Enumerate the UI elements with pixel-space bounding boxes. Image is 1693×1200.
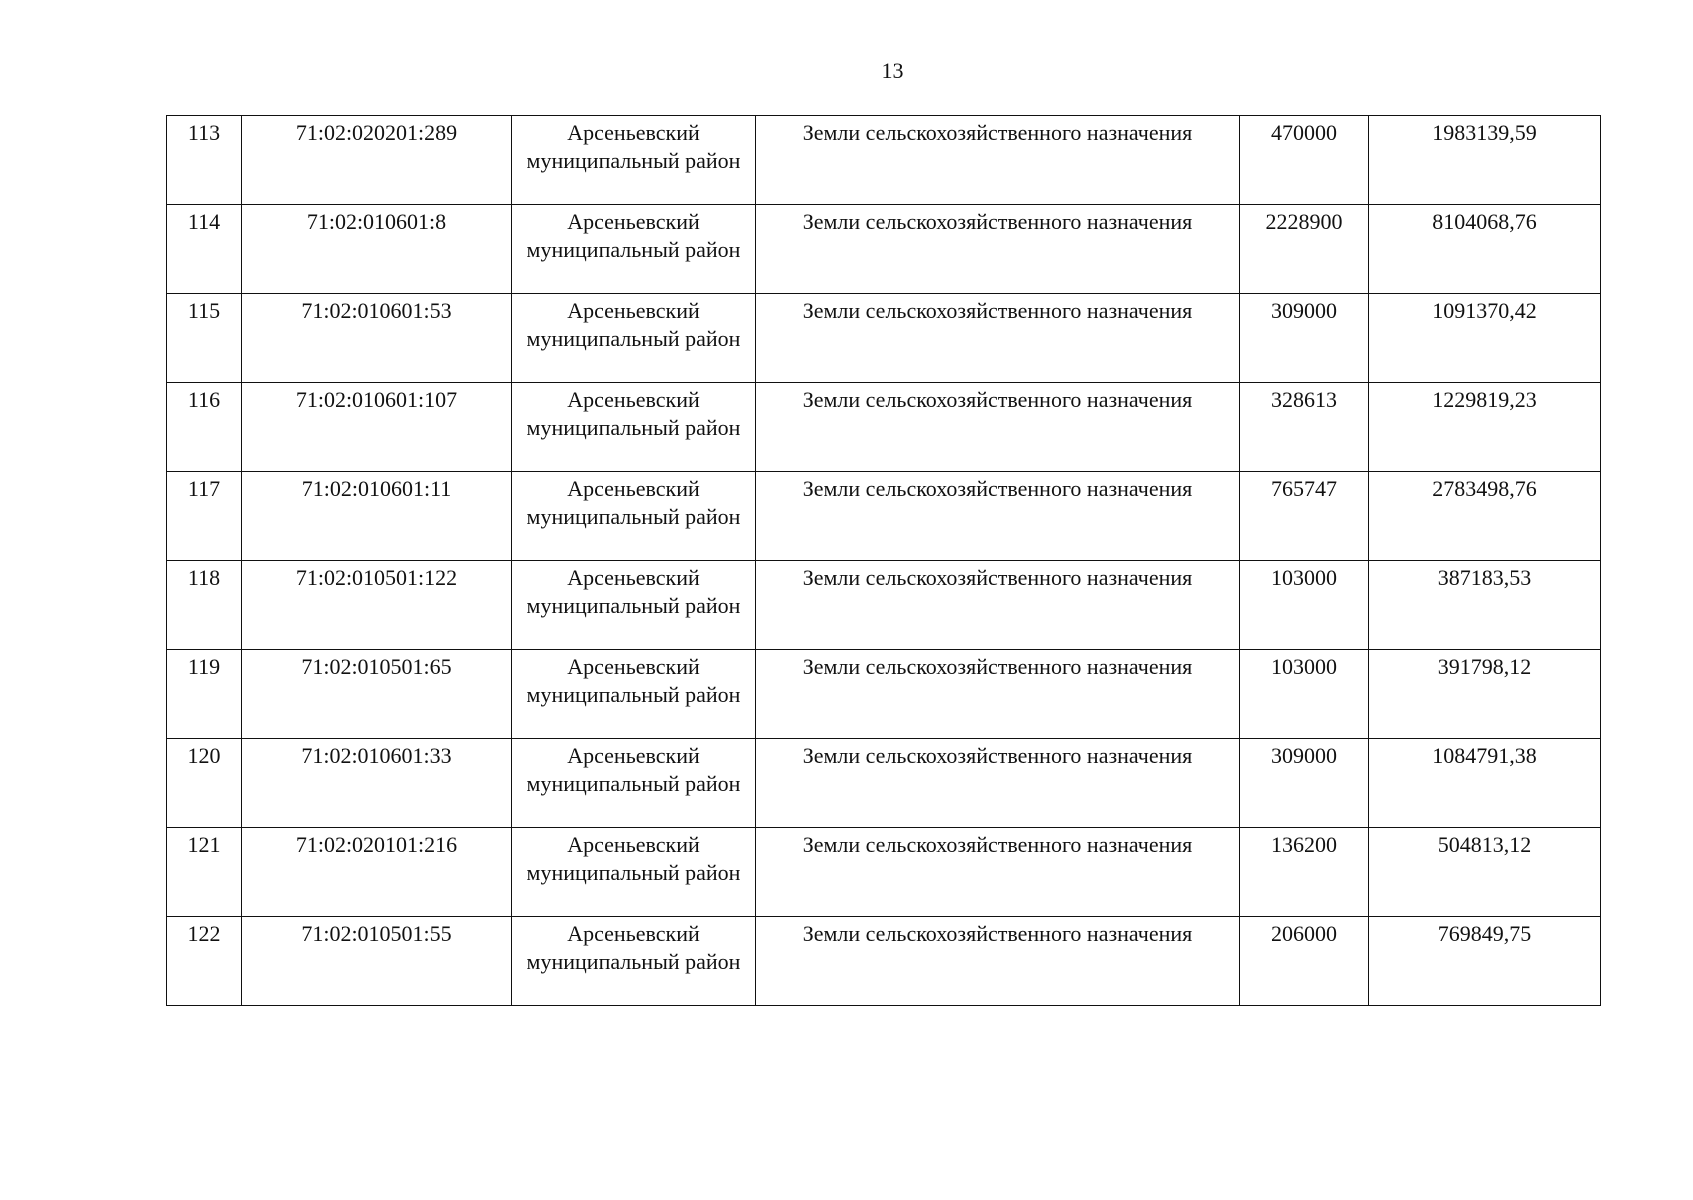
land-category-cell: Земли сельскохозяйственного назначения bbox=[756, 383, 1240, 472]
row-number-cell: 113 bbox=[167, 116, 242, 205]
municipality-cell: Арсеньевский муниципальный район bbox=[512, 383, 756, 472]
table-row bbox=[167, 294, 1601, 383]
cadastral-number-cell: 71:02:010601:107 bbox=[242, 383, 512, 472]
area-cell: 309000 bbox=[1240, 739, 1369, 828]
cadastral-value-cell: 1983139,59 bbox=[1369, 116, 1601, 205]
cadastral-value-cell: 504813,12 bbox=[1369, 828, 1601, 917]
table-row bbox=[167, 828, 1601, 917]
municipality-cell: Арсеньевский муниципальный район bbox=[512, 917, 756, 1006]
cadastral-number-cell: 71:02:020101:216 bbox=[242, 828, 512, 917]
table-body bbox=[167, 116, 1601, 1006]
page-number: 13 bbox=[881, 58, 904, 83]
cadastral-number-cell: 71:02:010501:122 bbox=[242, 561, 512, 650]
cadastral-value-cell: 1091370,42 bbox=[1369, 294, 1601, 383]
cadastral-value-cell: 8104068,76 bbox=[1369, 205, 1601, 294]
row-number-cell: 122 bbox=[167, 917, 242, 1006]
land-category-cell: Земли сельскохозяйственного назначения bbox=[756, 650, 1240, 739]
land-category-cell: Земли сельскохозяйственного назначения bbox=[756, 116, 1240, 205]
table-row bbox=[167, 739, 1601, 828]
cadastral-value-cell: 391798,12 bbox=[1369, 650, 1601, 739]
land-plots-table bbox=[166, 115, 1601, 1006]
cadastral-value-cell: 1229819,23 bbox=[1369, 383, 1601, 472]
row-number-cell: 118 bbox=[167, 561, 242, 650]
municipality-cell: Арсеньевский муниципальный район bbox=[512, 205, 756, 294]
municipality-cell: Арсеньевский муниципальный район bbox=[512, 561, 756, 650]
land-category-cell: Земли сельскохозяйственного назначения bbox=[756, 739, 1240, 828]
area-cell: 309000 bbox=[1240, 294, 1369, 383]
area-cell: 103000 bbox=[1240, 561, 1369, 650]
area-cell: 103000 bbox=[1240, 650, 1369, 739]
land-category-cell: Земли сельскохозяйственного назначения bbox=[756, 294, 1240, 383]
cadastral-number-cell: 71:02:010601:53 bbox=[242, 294, 512, 383]
area-cell: 470000 bbox=[1240, 116, 1369, 205]
land-category-cell: Земли сельскохозяйственного назначения bbox=[756, 917, 1240, 1006]
cadastral-value-cell: 769849,75 bbox=[1369, 917, 1601, 1006]
row-number-cell: 121 bbox=[167, 828, 242, 917]
area-cell: 328613 bbox=[1240, 383, 1369, 472]
cadastral-number-cell: 71:02:010601:11 bbox=[242, 472, 512, 561]
table-row bbox=[167, 383, 1601, 472]
table-row bbox=[167, 472, 1601, 561]
table-row bbox=[167, 116, 1601, 205]
row-number-cell: 119 bbox=[167, 650, 242, 739]
municipality-cell: Арсеньевский муниципальный район bbox=[512, 472, 756, 561]
area-cell: 206000 bbox=[1240, 917, 1369, 1006]
area-cell: 136200 bbox=[1240, 828, 1369, 917]
land-category-cell: Земли сельскохозяйственного назначения bbox=[756, 472, 1240, 561]
row-number-cell: 117 bbox=[167, 472, 242, 561]
area-cell: 765747 bbox=[1240, 472, 1369, 561]
cadastral-number-cell: 71:02:010601:33 bbox=[242, 739, 512, 828]
row-number-cell: 114 bbox=[167, 205, 242, 294]
land-category-cell: Земли сельскохозяйственного назначения bbox=[756, 205, 1240, 294]
cadastral-number-cell: 71:02:010601:8 bbox=[242, 205, 512, 294]
area-cell: 2228900 bbox=[1240, 205, 1369, 294]
cadastral-number-cell: 71:02:010501:55 bbox=[242, 917, 512, 1006]
table-row bbox=[167, 917, 1601, 1006]
row-number-cell: 120 bbox=[167, 739, 242, 828]
municipality-cell: Арсеньевский муниципальный район bbox=[512, 294, 756, 383]
cadastral-value-cell: 387183,53 bbox=[1369, 561, 1601, 650]
cadastral-number-cell: 71:02:020201:289 bbox=[242, 116, 512, 205]
table-row bbox=[167, 561, 1601, 650]
municipality-cell: Арсеньевский муниципальный район bbox=[512, 116, 756, 205]
land-category-cell: Земли сельскохозяйственного назначения bbox=[756, 561, 1240, 650]
cadastral-number-cell: 71:02:010501:65 bbox=[242, 650, 512, 739]
cadastral-value-cell: 2783498,76 bbox=[1369, 472, 1601, 561]
row-number-cell: 115 bbox=[167, 294, 242, 383]
table-row bbox=[167, 205, 1601, 294]
municipality-cell: Арсеньевский муниципальный район bbox=[512, 650, 756, 739]
land-category-cell: Земли сельскохозяйственного назначения bbox=[756, 828, 1240, 917]
row-number-cell: 116 bbox=[167, 383, 242, 472]
cadastral-value-cell: 1084791,38 bbox=[1369, 739, 1601, 828]
municipality-cell: Арсеньевский муниципальный район bbox=[512, 739, 756, 828]
table-row bbox=[167, 650, 1601, 739]
municipality-cell: Арсеньевский муниципальный район bbox=[512, 828, 756, 917]
